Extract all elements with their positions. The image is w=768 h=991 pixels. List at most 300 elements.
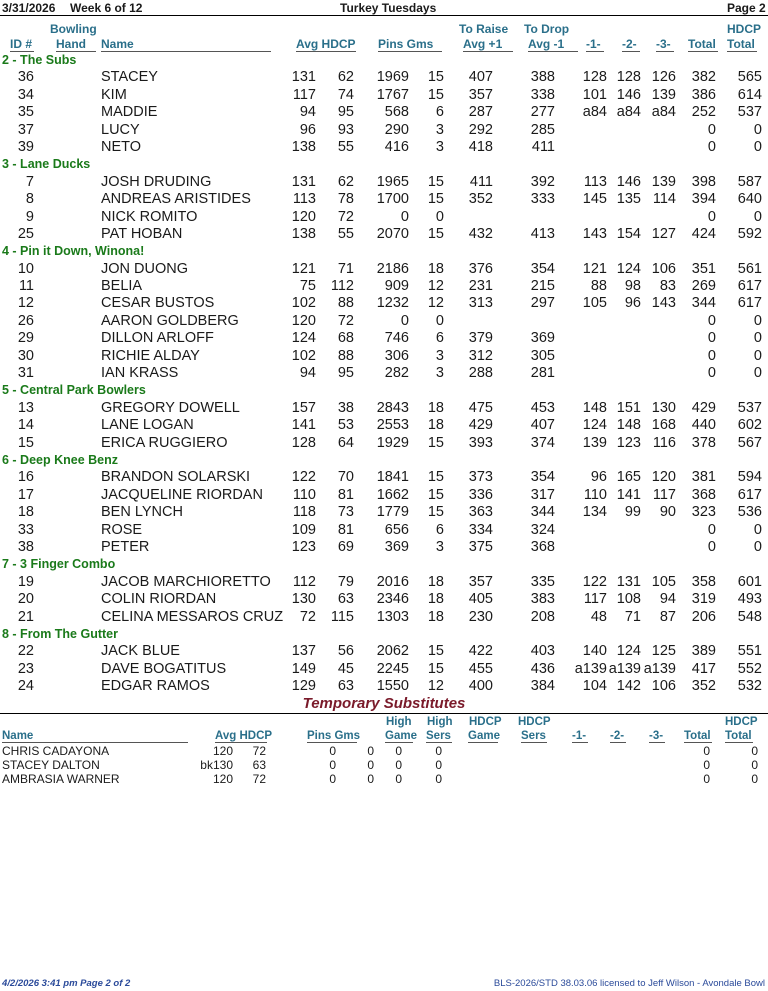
- bowler-row: [0, 435, 768, 452]
- bowler-row: [0, 609, 768, 626]
- bowler-name: STACEY: [101, 69, 158, 86]
- bowler-row: [0, 261, 768, 278]
- game-1-score: 48: [590, 608, 607, 625]
- series-total: 252: [691, 104, 716, 121]
- to-raise-average: 352: [468, 191, 493, 208]
- to-drop-average: 285: [530, 121, 555, 138]
- to-raise-average: 292: [468, 121, 493, 138]
- bowler-average: 138: [291, 225, 316, 242]
- bowler-id: 24: [17, 678, 34, 695]
- bowler-games: 18: [427, 591, 444, 608]
- bowler-row: [0, 678, 768, 695]
- page-number: Page 2: [727, 1, 766, 15]
- bowler-games: 15: [427, 486, 444, 503]
- bowler-handicap: 55: [337, 138, 354, 155]
- sub-average: 120: [212, 772, 233, 787]
- bowler-pins: 568: [384, 104, 409, 121]
- bowler-id: 37: [17, 121, 34, 138]
- game-2-score: 124: [616, 260, 641, 277]
- game-3-score: 139: [651, 86, 676, 103]
- bowler-id: 20: [17, 591, 34, 608]
- to-raise-average: 334: [468, 521, 493, 538]
- bowler-pins: 1965: [376, 173, 409, 190]
- bowler-average: 94: [299, 365, 316, 382]
- bowler-name: DAVE BOGATITUS: [101, 660, 227, 677]
- report-date: 3/31/2026: [2, 1, 56, 15]
- game-1-score: 117: [583, 591, 607, 608]
- game-3-score: 106: [651, 260, 676, 277]
- bowler-pins: 1662: [376, 486, 409, 503]
- game-2-score: 98: [624, 278, 641, 295]
- handicap-total: 592: [737, 225, 762, 242]
- bowler-games: 12: [427, 278, 444, 295]
- game-3-score: 87: [659, 608, 676, 625]
- series-total: 0: [707, 138, 716, 155]
- col-hand: Hand: [56, 37, 96, 52]
- bowler-name: JACOB MARCHIORETTO: [101, 573, 271, 590]
- to-raise-average: 230: [468, 608, 493, 625]
- handicap-total: 0: [753, 138, 762, 155]
- bowler-handicap: 63: [337, 678, 354, 695]
- bowler-pins: 2553: [376, 417, 409, 434]
- bowler-id: 16: [17, 469, 34, 486]
- bowler-pins: 2070: [376, 225, 409, 242]
- game-3-score: 125: [651, 643, 676, 660]
- bowler-id: 21: [17, 608, 34, 625]
- bowler-handicap: 74: [337, 86, 354, 103]
- handicap-total: 551: [737, 643, 762, 660]
- bowler-pins: 1767: [376, 86, 409, 103]
- series-total: 0: [707, 121, 716, 138]
- bowler-games: 18: [427, 260, 444, 277]
- col-game3: -3-: [656, 37, 674, 52]
- bowler-average: 118: [292, 504, 316, 521]
- bowler-games: 18: [427, 608, 444, 625]
- bowler-row: [0, 469, 768, 486]
- bowler-games: 3: [435, 347, 444, 364]
- game-3-score: 126: [651, 69, 676, 86]
- game-1-score: 139: [582, 434, 607, 451]
- bowler-name: PAT HOBAN: [101, 225, 183, 242]
- handicap-total: 537: [737, 104, 762, 121]
- to-drop-average: 413: [530, 225, 555, 242]
- series-total: 424: [691, 225, 716, 242]
- bowler-handicap: 88: [337, 295, 354, 312]
- game-1-score: 96: [590, 469, 607, 486]
- to-drop-average: 388: [530, 69, 555, 86]
- sub-col-hdcp-game: Game: [468, 730, 500, 742]
- bowler-name: BELIA: [101, 278, 143, 295]
- to-drop-average: 317: [530, 486, 555, 503]
- sub-col-game3: -3-: [649, 730, 664, 742]
- series-total: 381: [691, 469, 716, 486]
- sub-hdcp-total: 0: [751, 772, 758, 787]
- bowler-games: 15: [427, 191, 444, 208]
- bowler-id: 11: [18, 278, 34, 295]
- col-avg-plus1: Avg +1: [463, 37, 513, 52]
- bowler-name: AARON GOLDBERG: [101, 312, 239, 329]
- game-3-score: 139: [651, 173, 676, 190]
- bowler-games: 15: [427, 434, 444, 451]
- bowler-average: 122: [291, 469, 316, 486]
- handicap-total: 614: [737, 86, 762, 103]
- sub-games: 0: [367, 744, 374, 758]
- sub-high-game: 0: [395, 758, 402, 773]
- to-raise-average: 357: [468, 86, 493, 103]
- sub-col-game1: -1-: [572, 730, 587, 742]
- bowler-name: IAN KRASS: [101, 365, 179, 382]
- sub-pins: 0: [329, 758, 336, 773]
- col-total: Total: [688, 37, 718, 52]
- game-2-score: 148: [616, 417, 641, 434]
- series-total: 344: [691, 295, 716, 312]
- bowler-pins: 2016: [376, 573, 409, 590]
- bowler-pins: 1232: [376, 295, 409, 312]
- bowler-pins: 2843: [376, 399, 409, 416]
- series-total: 358: [691, 573, 716, 590]
- series-total: 206: [691, 608, 716, 625]
- col-hdcp-total-top: HDCP: [727, 22, 762, 36]
- bowler-pins: 2186: [376, 260, 409, 277]
- bowler-id: 7: [25, 173, 34, 190]
- series-total: 269: [691, 278, 716, 295]
- bowler-games: 3: [435, 121, 444, 138]
- substitute-row: [0, 772, 768, 786]
- handicap-total: 594: [737, 469, 762, 486]
- bowler-games: 0: [435, 208, 444, 225]
- report-footer: [0, 978, 768, 990]
- bowler-id: 10: [17, 260, 34, 277]
- bowler-name: LUCY: [101, 121, 140, 138]
- sub-hdcp-total: 0: [751, 758, 758, 773]
- sub-name: AMBRASIA WARNER: [2, 772, 120, 787]
- sub-pins: 0: [329, 772, 336, 787]
- substitutes-headers: [0, 716, 768, 744]
- series-total: 386: [691, 86, 716, 103]
- game-2-score: a139: [608, 660, 641, 677]
- game-2-score: a84: [616, 104, 641, 121]
- bowler-games: 12: [427, 295, 444, 312]
- bowler-id: 34: [17, 86, 34, 103]
- printed-timestamp: 4/2/2026 3:41 pm Page 2 of 2: [2, 978, 131, 989]
- sub-handicap: 72: [252, 772, 266, 787]
- bowler-row: [0, 539, 768, 556]
- bowler-average: 124: [291, 330, 316, 347]
- game-1-score: 140: [582, 643, 607, 660]
- bowler-id: 31: [17, 365, 34, 382]
- series-total: 0: [707, 365, 716, 382]
- series-total: 382: [691, 69, 716, 86]
- bowler-name: DILLON ARLOFF: [101, 330, 214, 347]
- handicap-total: 640: [737, 191, 762, 208]
- bowler-name: BEN LYNCH: [101, 504, 183, 521]
- to-raise-average: 357: [468, 573, 493, 590]
- to-raise-average: 400: [468, 678, 493, 695]
- sub-total: 0: [703, 744, 710, 758]
- to-raise-average: 336: [468, 486, 493, 503]
- game-2-score: 96: [624, 295, 641, 312]
- to-raise-average: 455: [468, 660, 493, 677]
- bowler-name: GREGORY DOWELL: [101, 399, 240, 416]
- series-total: 0: [707, 538, 716, 555]
- sub-col-high-sers-top: High: [427, 716, 453, 728]
- series-total: 0: [707, 330, 716, 347]
- bowler-pins: 1779: [376, 504, 409, 521]
- game-1-score: 145: [582, 191, 607, 208]
- license-text: BLS-2026/STD 38.03.06 licensed to Jeff Wilson - Avondale Bowl: [493, 978, 765, 989]
- handicap-total: 565: [737, 69, 762, 86]
- bowler-handicap: 62: [337, 69, 354, 86]
- substitute-row: [0, 744, 768, 758]
- to-drop-average: 338: [530, 86, 555, 103]
- game-3-score: 114: [652, 191, 676, 208]
- bowler-name: LANE LOGAN: [101, 417, 194, 434]
- to-raise-average: 411: [469, 173, 493, 190]
- series-total: 440: [691, 417, 716, 434]
- bowler-pins: 282: [384, 365, 409, 382]
- bowler-average: 141: [291, 417, 316, 434]
- series-total: 378: [691, 434, 716, 451]
- to-raise-average: 418: [468, 138, 493, 155]
- game-3-score: 105: [651, 573, 676, 590]
- game-2-score: 99: [624, 504, 641, 521]
- sub-name: STACEY DALTON: [2, 758, 100, 773]
- game-3-score: 130: [651, 399, 676, 416]
- series-total: 0: [707, 312, 716, 329]
- bowler-average: 102: [291, 347, 316, 364]
- series-total: 368: [691, 486, 716, 503]
- bowler-id: 17: [17, 486, 34, 503]
- game-2-score: 124: [616, 643, 641, 660]
- col-avg-minus1: Avg -1: [528, 37, 578, 52]
- bowler-pins: 1700: [376, 191, 409, 208]
- handicap-total: 0: [753, 521, 762, 538]
- series-total: 417: [691, 660, 716, 677]
- sub-handicap: 72: [252, 744, 266, 758]
- handicap-total: 0: [753, 208, 762, 225]
- game-2-score: 123: [616, 434, 641, 451]
- bowler-average: 117: [292, 86, 316, 103]
- game-1-score: 121: [582, 260, 607, 277]
- bowler-games: 15: [427, 69, 444, 86]
- col-game1: -1-: [586, 37, 604, 52]
- handicap-total: 536: [737, 504, 762, 521]
- game-3-score: 106: [651, 678, 676, 695]
- to-drop-average: 411: [531, 138, 555, 155]
- to-drop-average: 297: [530, 295, 555, 312]
- bowler-pins: 1841: [376, 469, 409, 486]
- team-heading: 6 - Deep Knee Benz: [2, 452, 119, 467]
- bowler-pins: 0: [400, 208, 409, 225]
- to-raise-average: 432: [468, 225, 493, 242]
- bowler-row: [0, 191, 768, 208]
- col-to-drop: To Drop: [524, 22, 570, 36]
- handicap-total: 0: [753, 347, 762, 364]
- game-3-score: 117: [652, 486, 676, 503]
- handicap-total: 493: [737, 591, 762, 608]
- sub-high-series: 0: [435, 758, 442, 773]
- bowler-handicap: 69: [337, 538, 354, 555]
- bowler-row: [0, 278, 768, 295]
- series-total: 319: [691, 591, 716, 608]
- sub-name: CHRIS CADAYONA: [2, 744, 110, 758]
- bowler-games: 15: [427, 86, 444, 103]
- bowler-average: 121: [291, 260, 316, 277]
- bowler-row: [0, 174, 768, 191]
- to-drop-average: 333: [530, 191, 555, 208]
- game-2-score: 154: [616, 225, 641, 242]
- bowler-pins: 1969: [376, 69, 409, 86]
- game-2-score: 165: [616, 469, 641, 486]
- bowler-name: NICK ROMITO: [101, 208, 198, 225]
- league-name: Turkey Tuesdays: [340, 1, 437, 15]
- sub-col-high-game-top: High: [386, 716, 412, 728]
- handicap-total: 617: [737, 295, 762, 312]
- bowler-handicap: 72: [337, 208, 354, 225]
- bowler-average: 94: [299, 104, 316, 121]
- bowler-games: 3: [435, 538, 444, 555]
- bowler-name: CELINA MESSAROS CRUZ: [101, 608, 284, 625]
- game-3-score: 90: [659, 504, 676, 521]
- bowler-pins: 2245: [376, 660, 409, 677]
- bowler-games: 3: [435, 138, 444, 155]
- sub-col-hdcp-total-top: HDCP: [725, 716, 758, 728]
- handicap-total: 0: [753, 538, 762, 555]
- bowler-row: [0, 400, 768, 417]
- game-1-score: 134: [582, 504, 607, 521]
- to-drop-average: 436: [530, 660, 555, 677]
- bowler-average: 149: [291, 660, 316, 677]
- game-3-score: 116: [652, 434, 676, 451]
- bowler-row: [0, 69, 768, 86]
- game-2-score: 71: [624, 608, 641, 625]
- bowler-id: 9: [25, 208, 34, 225]
- bowler-pins: 1303: [376, 608, 409, 625]
- sub-games: 0: [367, 758, 374, 773]
- to-raise-average: 373: [468, 469, 493, 486]
- sub-hdcp-total: 0: [751, 744, 758, 758]
- bowler-average: 157: [291, 399, 316, 416]
- bowler-average: 129: [291, 678, 316, 695]
- sub-handicap: 63: [252, 758, 266, 773]
- game-2-score: 135: [616, 191, 641, 208]
- game-3-score: 127: [651, 225, 676, 242]
- to-raise-average: 288: [468, 365, 493, 382]
- bowler-id: 29: [17, 330, 34, 347]
- bowler-name: ROSE: [101, 521, 143, 538]
- to-raise-average: 393: [468, 434, 493, 451]
- game-1-score: 104: [582, 678, 607, 695]
- bowler-handicap: 72: [337, 312, 354, 329]
- bowler-average: 138: [291, 138, 316, 155]
- bowler-id: 13: [17, 399, 34, 416]
- handicap-total: 552: [737, 660, 762, 677]
- bowler-name: RICHIE ALDAY: [101, 347, 200, 364]
- series-total: 429: [691, 399, 716, 416]
- col-avg-hdcp: Avg HDCP: [296, 37, 356, 51]
- bowler-name: ERICA RUGGIERO: [101, 434, 228, 451]
- bowler-average: 110: [292, 486, 316, 503]
- bowler-row: [0, 209, 768, 226]
- bowler-handicap: 71: [337, 260, 354, 277]
- bowler-name: BRANDON SOLARSKI: [101, 469, 251, 486]
- game-1-score: 148: [582, 399, 607, 416]
- col-game2: -2-: [622, 37, 640, 52]
- sub-col-pins-gms: Pins Gms: [307, 730, 361, 742]
- bowler-name: KIM: [101, 86, 127, 103]
- bowler-average: 120: [291, 312, 316, 329]
- bowler-handicap: 79: [337, 573, 354, 590]
- bowler-games: 3: [435, 365, 444, 382]
- col-bowling: Bowling: [50, 22, 97, 36]
- bowler-row: [0, 330, 768, 347]
- team-heading: 4 - Pin it Down, Winona!: [2, 244, 145, 259]
- to-drop-average: 384: [530, 678, 555, 695]
- bowler-handicap: 93: [337, 121, 354, 138]
- to-raise-average: 313: [468, 295, 493, 312]
- bowler-row: [0, 574, 768, 591]
- game-3-score: a139: [643, 660, 676, 677]
- bowler-name: COLIN RIORDAN: [101, 591, 217, 608]
- bowler-id: 25: [17, 225, 34, 242]
- game-1-score: a84: [582, 104, 607, 121]
- bowler-pins: 1550: [376, 678, 409, 695]
- standings-body: [0, 52, 768, 695]
- handicap-total: 0: [753, 365, 762, 382]
- bowler-handicap: 88: [337, 347, 354, 364]
- col-pins-gms: Pins Gms: [378, 37, 442, 52]
- bowler-row: [0, 313, 768, 330]
- bowler-handicap: 68: [337, 330, 354, 347]
- bowler-average: 131: [291, 69, 316, 86]
- game-2-score: 142: [616, 678, 641, 695]
- sub-col-total: Total: [684, 730, 711, 742]
- sub-total: 0: [703, 772, 710, 787]
- bowler-games: 15: [427, 469, 444, 486]
- bowler-games: 0: [435, 312, 444, 329]
- bowler-name: NETO: [101, 138, 142, 155]
- bowler-name: ANDREAS ARISTIDES: [101, 191, 251, 208]
- game-1-score: 110: [583, 486, 607, 503]
- bowler-games: 6: [435, 521, 444, 538]
- sub-col-game2: -2-: [610, 730, 625, 742]
- sub-col-hdcp-sers-top: HDCP: [518, 716, 551, 728]
- to-raise-average: 363: [468, 504, 493, 521]
- bowler-id: 30: [17, 347, 34, 364]
- bowler-row: [0, 643, 768, 660]
- col-name: Name: [101, 37, 271, 52]
- bowler-row: [0, 348, 768, 365]
- to-raise-average: 231: [468, 278, 493, 295]
- team-heading: 8 - From The Gutter: [2, 626, 118, 641]
- handicap-total: 587: [737, 173, 762, 190]
- to-raise-average: 475: [468, 399, 493, 416]
- bowler-pins: 369: [384, 538, 409, 555]
- series-total: 389: [691, 643, 716, 660]
- to-drop-average: 277: [530, 104, 555, 121]
- handicap-total: 602: [737, 417, 762, 434]
- bowler-id: 8: [25, 191, 34, 208]
- bowler-games: 18: [427, 573, 444, 590]
- col-id: ID #: [10, 37, 33, 51]
- game-2-score: 151: [616, 399, 641, 416]
- bowler-handicap: 64: [337, 434, 354, 451]
- bowler-handicap: 55: [337, 225, 354, 242]
- to-raise-average: 407: [468, 69, 493, 86]
- handicap-total: 601: [737, 573, 762, 590]
- bowler-id: 39: [17, 138, 34, 155]
- bowler-games: 15: [427, 643, 444, 660]
